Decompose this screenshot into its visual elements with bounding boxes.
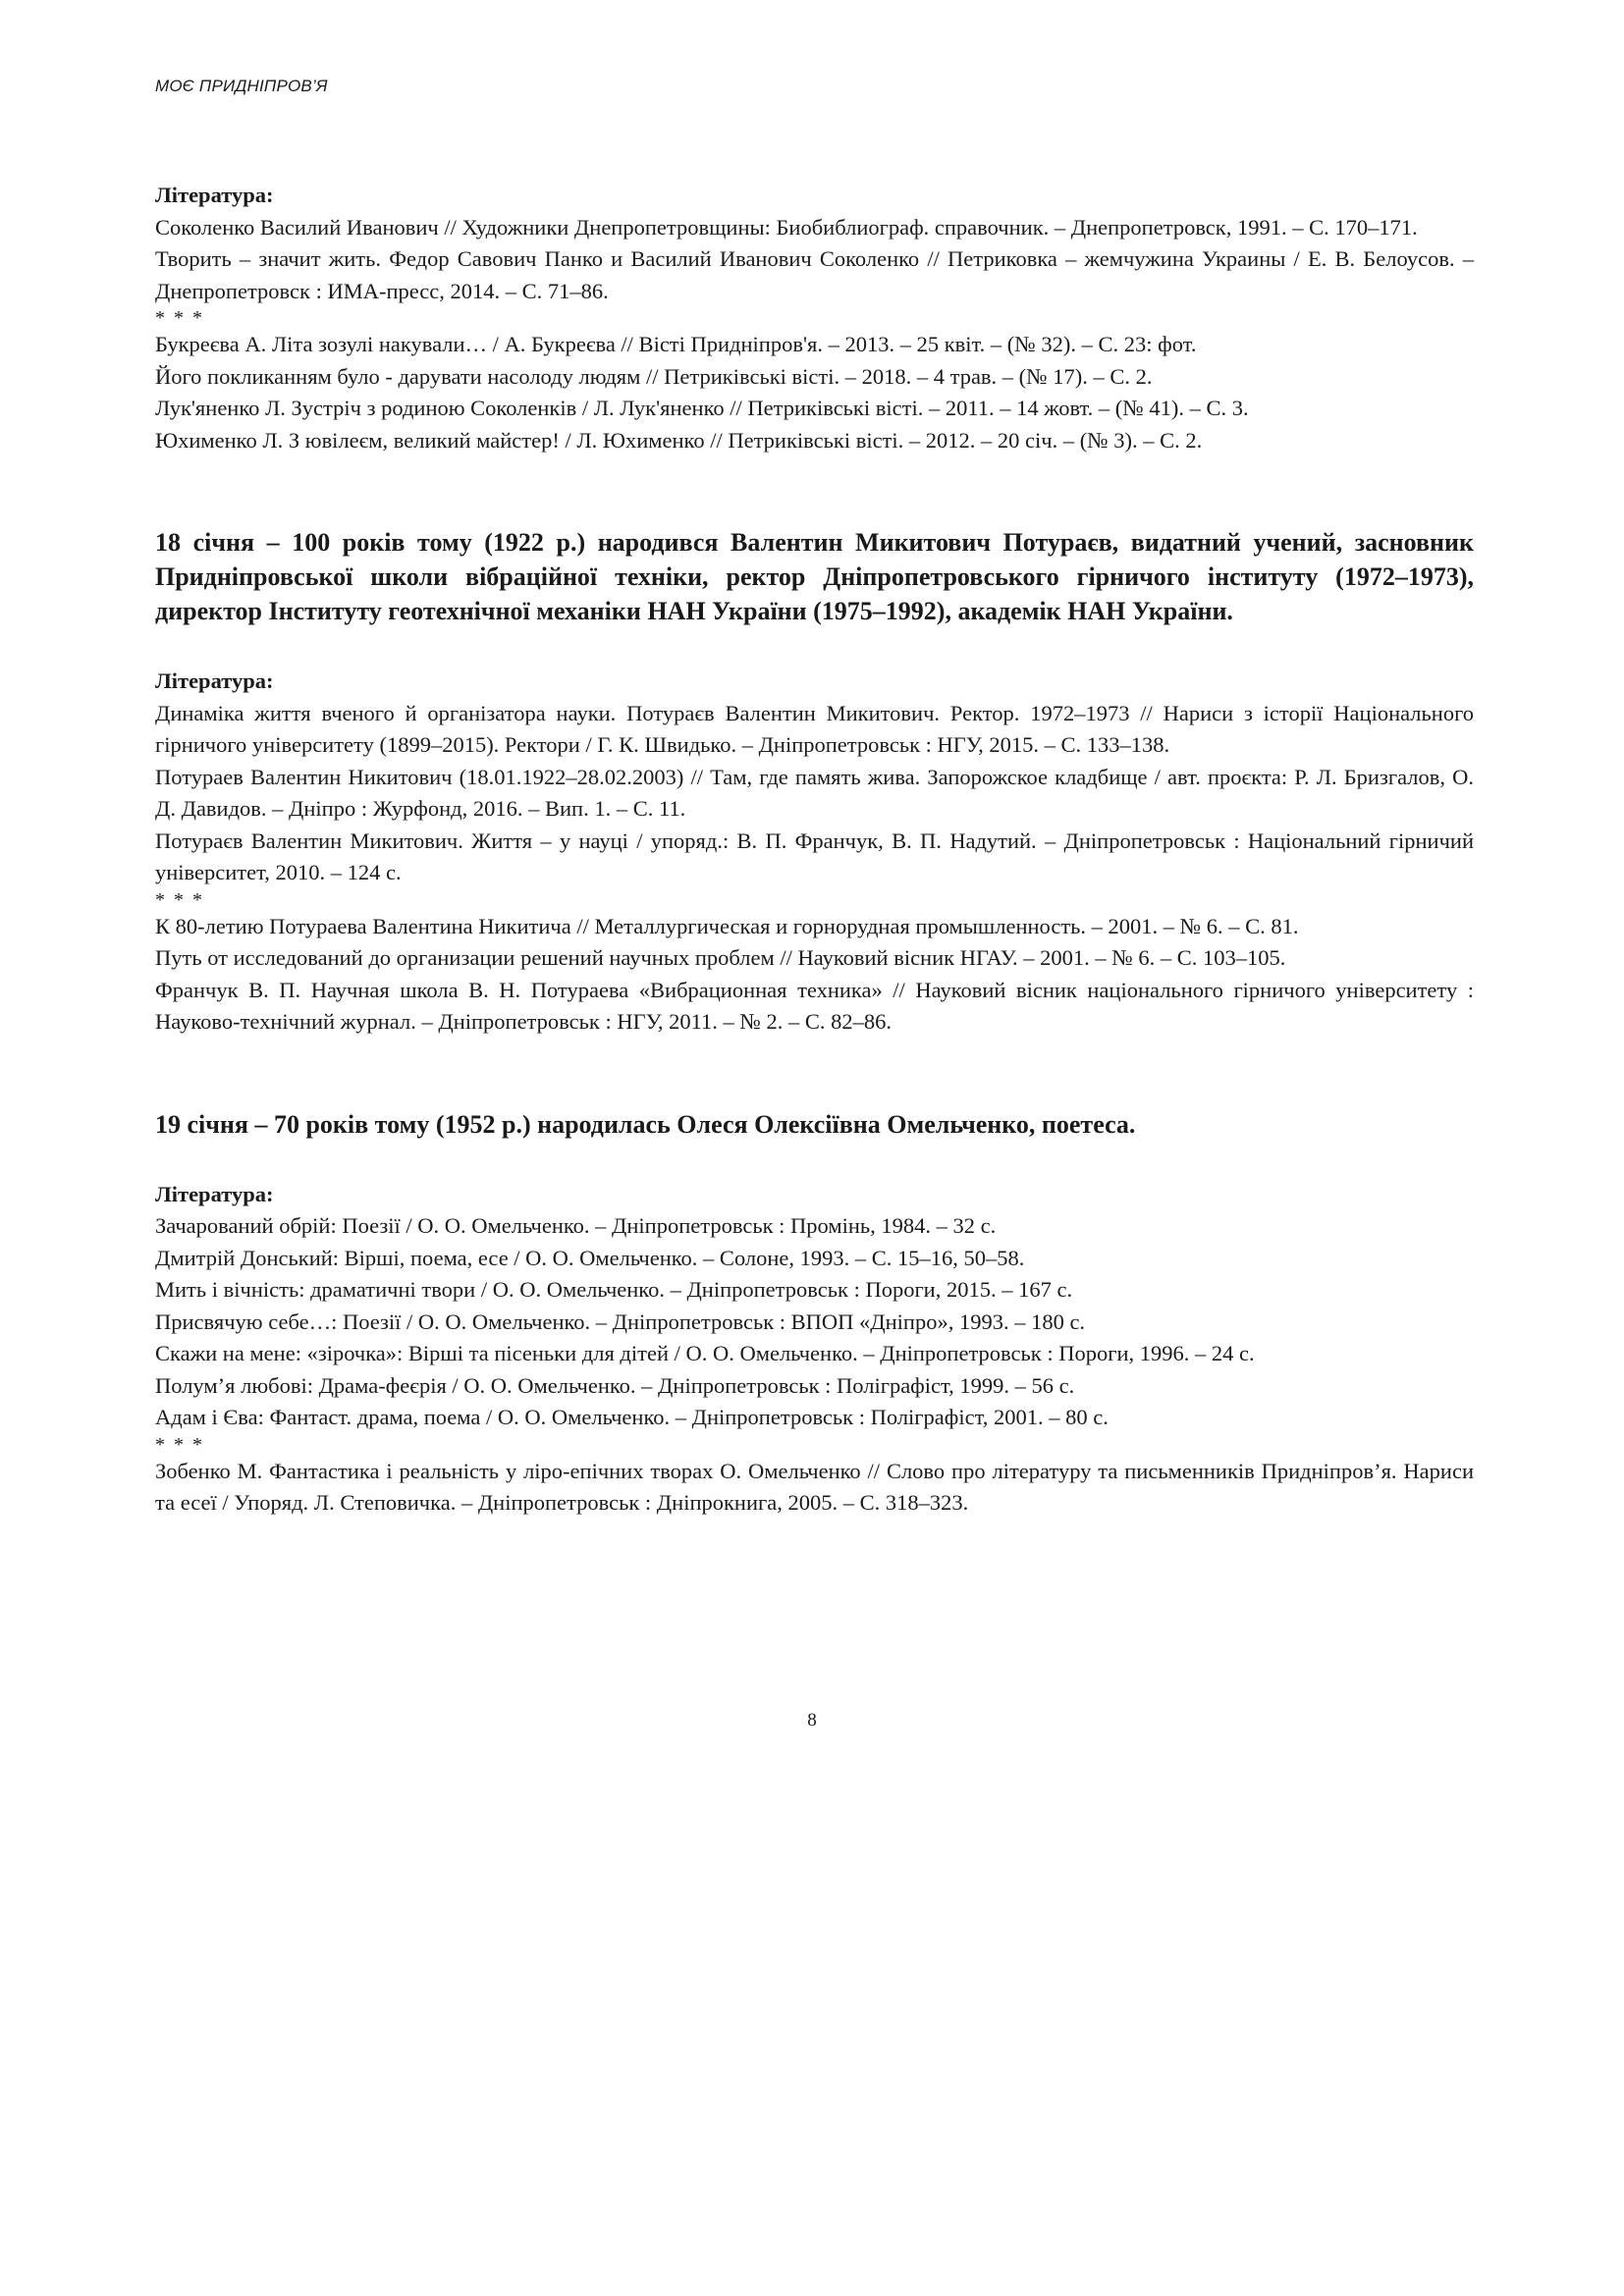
- bibliography-entry: Потураєв Валентин Микитович. Життя – у науці / упоряд.: В. П. Франчук, В. П. Надутий. – Дніпропетровськ : Національний гірничий університет, 2010. – 124 с.: [155, 828, 1474, 884]
- section-omelchenko: [155, 1107, 1474, 1520]
- literature-heading: Література:: [155, 668, 274, 693]
- section-sokolenko: [155, 180, 1474, 456]
- separator: * * *: [155, 1433, 204, 1456]
- bibliography-entry: Скажи на мене: «зірочка»: Вірші та пісеньки для дітей / О. О. Омельченко. – Дніпропетровськ : Пороги, 1996. – 24 с.: [155, 1341, 1255, 1365]
- bibliography-entry: Зобенко М. Фантастика і реальність у ліро-епічних творах О. Омельченко // Слово про літературу та письменників Придніпров’я. Нариси та есеї / Упоряд. Л. Степовичка. – Дніпропетровськ : Дніпрокнига, 2005. – С. 318–323.: [155, 1458, 1474, 1515]
- bibliography-entry: Потураев Валентин Никитович (18.01.1922–28.02.2003) // Там, где память жива. Запорожское кладбище / авт. проєкта: Р. Л. Бризгалов, О. Д. Давидов. – Дніпро : Журфонд, 2016. – Вип. 1. – С. 11.: [155, 764, 1474, 821]
- bibliography-entry: Мить і вічність: драматичні твори / О. О. Омельченко. – Дніпропетровськ : Пороги, 2015. – 167 с.: [155, 1277, 1073, 1302]
- literature-heading: Література:: [155, 183, 274, 207]
- bibliography-entry: Полум’я любові: Драма-феєрія / О. О. Омельченко. – Дніпропетровськ : Поліграфіст, 1999. – 56 с.: [155, 1372, 1075, 1398]
- bibliography-entry: Адам і Єва: Фантаст. драма, поема / О. О. Омельченко. – Дніпропетровськ : Поліграфіст, 2001. – 80 с.: [155, 1405, 1109, 1429]
- bibliography-entry: Динаміка життя вченого й організатора науки. Потураєв Валентин Микитович. Ректор. 1972–1973 // Нариси з історії Національного гірничого університету (1899–2015). Ректори / Г. К. Швидько. – Дніпропетровськ : НГУ, 2015. – С. 133–138.: [155, 700, 1474, 757]
- bibliography-entry: Присвячую себе…: Поезії / О. О. Омельченко. – Дніпропетровськ : ВПОП «Дніпро», 1993. – 180 с.: [155, 1308, 1086, 1334]
- literature-heading: Література:: [155, 1181, 274, 1206]
- bibliography-entry: Франчук В. П. Научная школа В. Н. Потураева «Вибрационная техника» // Науковий вісник національного гірничого університету : Науково-технічний журнал. – Дніпропетровськ : НГУ, 2011. – № 2. – С. 82–86.: [155, 977, 1474, 1034]
- section-poturaev: [155, 525, 1474, 1039]
- bibliography-entry: Його покликанням було - дарувати насолоду людям // Петриківські вісті. – 2018. – 4 трав. – (№ 17). – С. 2.: [155, 363, 1153, 389]
- page-content: [155, 180, 1474, 1520]
- bibliography-entry: Юхименко Л. З ювілеєм, великий майстер! / Л. Юхименко // Петриківські вісті. – 2012. – 20 січ. – (№ 3). – С. 2.: [155, 427, 1203, 453]
- running-header: МОЄ ПРИДНІПРОВ’Я: [155, 77, 328, 95]
- bibliography-entry: Лук'яненко Л. Зустріч з родиною Соколенків / Л. Лук'яненко // Петриківські вісті. – 2011. – 14 жовт. – (№ 41). – С. 3.: [155, 396, 1249, 420]
- separator: * * *: [155, 888, 204, 911]
- bibliography-entry: Зачарований обрій: Поезії / О. О. Омельченко. – Дніпропетровськ : Промінь, 1984. – 32 с.: [155, 1213, 997, 1238]
- bibliography-entry: Путь от исследований до организации решений научных проблем // Науковий вісник НГАУ. – 2001. – № 6. – С. 103–105.: [155, 945, 1286, 970]
- page-number: 8: [807, 1710, 817, 1731]
- event-heading: 19 січня – 70 років тому (1952 р.) народилась Олеся Олексіївна Омельченко, поетеса.: [155, 1109, 1136, 1139]
- bibliography-entry: Дмитрій Донський: Вірші, поема, есе / О. О. Омельченко. – Солоне, 1993. – С. 15–16, 50–58.: [155, 1245, 1025, 1270]
- bibliography-entry: Творить – значит жить. Федор Савович Панко и Василий Иванович Соколенко // Петриковка – жемчужина Украины / Е. В. Белоусов. – Днепропетровск : ИМА-пресс, 2014. – С. 71–86.: [155, 246, 1474, 303]
- separator: * * *: [155, 307, 204, 329]
- bibliography-entry: Букреєва А. Літа зозулі накували… / А. Букреєва // Вісті Придніпров'я. – 2013. – 25 квіт. – (№ 32). – С. 23: фот.: [155, 332, 1197, 356]
- event-heading: 18 січня – 100 років тому (1922 р.) народився Валентин Микитович Потураєв, видатний учений, засновник Придніпровської школи вібраційної техніки, ректор Дніпропетровського гірничого інституту (1972–1973), директор Інституту геотехнічної механіки НАН України (1975–1992), академік НАН України.: [155, 528, 1474, 625]
- bibliography-entry: К 80-летию Потураева Валентина Никитича // Металлургическая и горнорудная промышленность. – 2001. – № 6. – С. 81.: [155, 913, 1299, 938]
- bibliography-entry: Соколенко Василий Иванович // Художники Днепропетровщины: Биобиблиограф. справочник. – Днепропетровск, 1991. – С. 170–171.: [155, 214, 1418, 240]
